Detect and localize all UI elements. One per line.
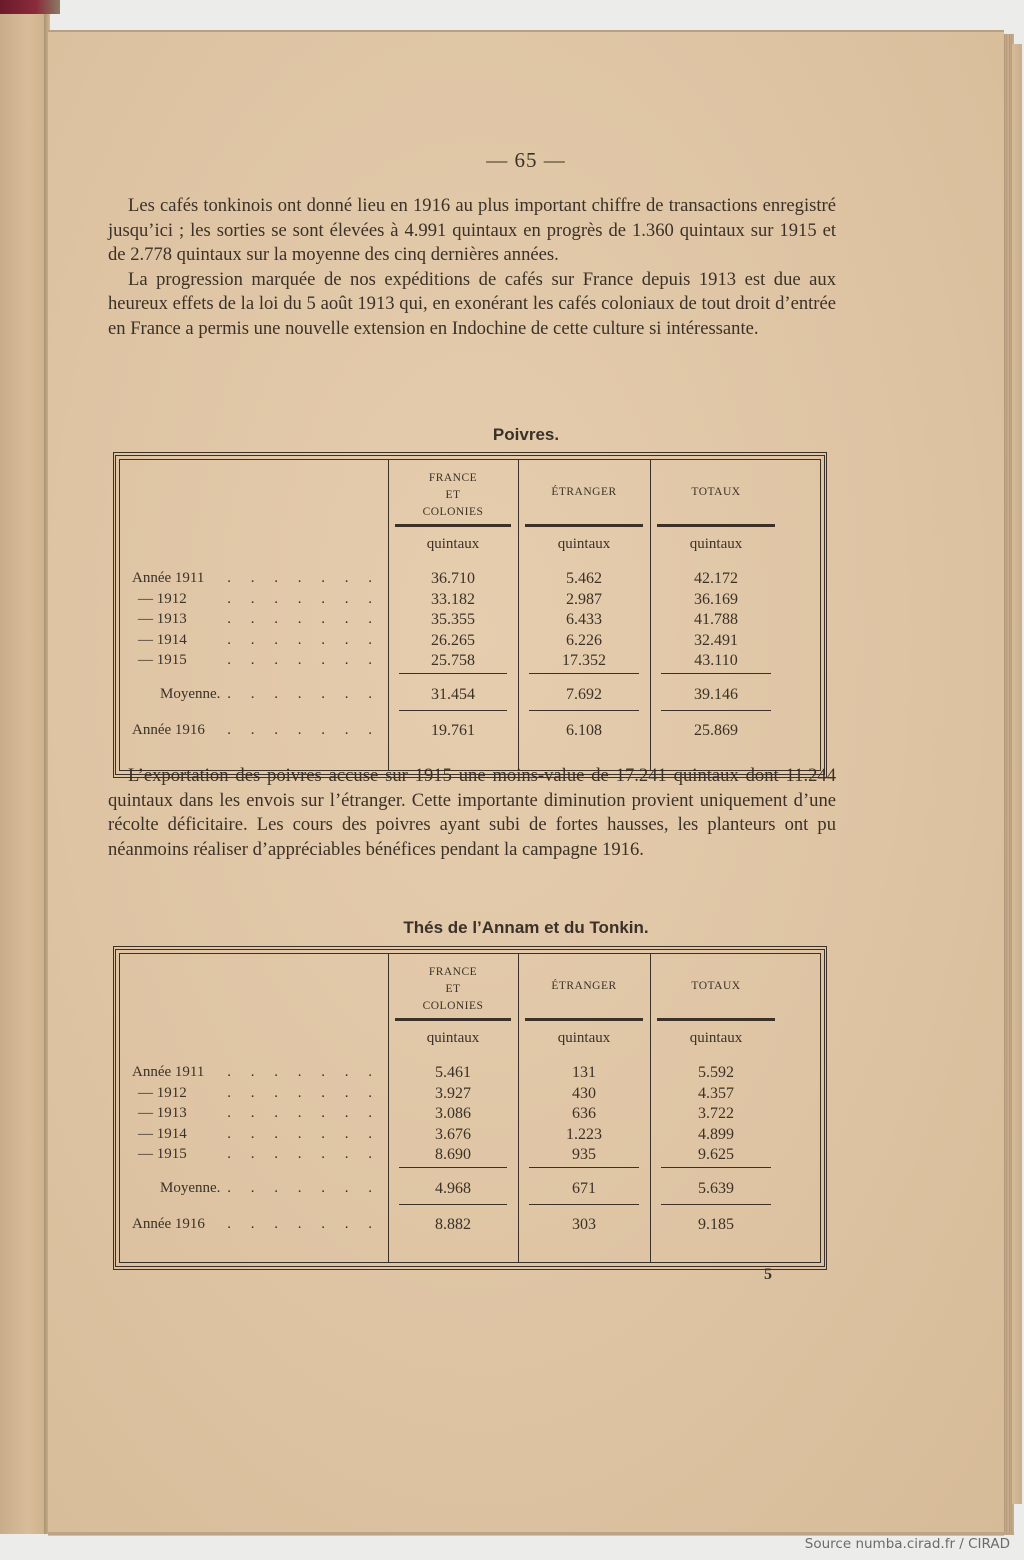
average-cell-etranger: 7.692 [566,686,602,703]
cell-totaux: 42.172 [694,570,738,587]
total-rule [661,1167,771,1168]
cafes-section [108,194,836,342]
total-rule [399,710,507,711]
total-rule [529,710,639,711]
page-number: — 65 — [486,148,566,172]
row-label-text: — 1915 [138,1146,187,1162]
leader-dots: . . . . . . . [227,1105,380,1121]
row-label-text: Année 1916 [132,722,205,738]
unit-label: quintaux [557,536,611,552]
current-cell-totaux: 9.185 [698,1216,734,1233]
facing-page-edge [0,14,48,1534]
total-rule [529,673,639,674]
table-poivres [113,452,827,778]
page-bottom-edge [48,1532,1014,1535]
row-label [120,632,382,649]
source-credit: Source numba.cirad.fr / CIRAD [804,1536,1010,1552]
row-label-text: — 1913 [138,1105,187,1121]
cell-totaux: 4.357 [698,1084,734,1102]
row-label-text: — 1914 [138,1125,187,1142]
leader-dots: . . . . . . . [227,1125,380,1142]
column-totaux [650,954,781,1262]
total-rule [399,1167,507,1168]
total-rule [661,673,771,674]
cell-totaux: 41.788 [694,611,738,628]
current-cell-france: 19.761 [431,722,475,739]
row-label [120,1126,382,1143]
row-label-text: — 1913 [138,611,187,627]
sheet-signature: 5 [764,1266,772,1283]
poivres-section [108,764,836,862]
row-label [120,591,382,608]
page-stack-edges-outer [1012,44,1022,1504]
header-etranger: ÉTRANGER [551,486,617,498]
header-line: FRANCE [428,472,478,484]
leader-dots: . . . . . . . [227,1084,380,1101]
leader-dots: . . . . . . . [227,1216,380,1232]
paragraph-cafes-2: La progression marquée de nos expéditions de cafés sur France depuis 1913 est due aux heureux effets de la loi du 5 août 1913 qui, en exonérant les cafés coloniaux de tout droit d’entrée en France a permis une nouvelle extension en Indochine de cette culture si intéressante. [108,268,836,339]
book-binding [0,0,60,14]
table-inner-frame [119,459,821,771]
header-rule [657,1018,775,1021]
header-line: COLONIES [422,1000,484,1012]
paragraph-cafes-1: Les cafés tonkinois ont donné lieu en 1916 au plus important chiffre de transactions enregistré jusqu’ici ; les sorties se sont élevées à 4.991 quintaux en progrès de 1.360 quintaux sur 1915 et de 2.778 quintaux sur la moyenne des cinq dernières années. [108,195,836,266]
total-rule [661,710,771,711]
row-label [120,1085,382,1102]
book-page [48,30,1004,1536]
unit-label: quintaux [689,1030,743,1046]
unit-label: quintaux [426,536,480,552]
header-rule [395,1018,511,1021]
header-france-colonies [389,964,517,1015]
cell-totaux: 36.169 [694,590,738,608]
cell-totaux: 3.722 [698,1105,734,1122]
header-line: FRANCE [428,966,478,978]
row-label [120,1146,382,1163]
header-etranger: ÉTRANGER [551,980,617,992]
row-label [120,652,382,669]
total-rule [529,1204,639,1205]
cell-etranger: 1.223 [566,1125,602,1143]
leader-dots: . . . . . . . [227,570,380,586]
cell-etranger: 430 [572,1084,596,1102]
header-france-colonies [389,470,517,521]
row-label [120,722,382,739]
row-label [120,570,382,587]
leader-dots: . . . . . . . [227,1064,380,1080]
column-etranger [518,460,649,770]
header-rule [395,524,511,527]
cell-etranger: 17.352 [562,652,606,669]
row-label [120,1216,382,1233]
average-cell-totaux: 5.639 [698,1180,734,1197]
header-line: ET [445,489,461,501]
row-label-text: Année 1916 [132,1216,205,1232]
leader-dots: . . . . . . . [227,631,380,648]
column-totaux [650,460,781,770]
cell-totaux: 43.110 [694,652,738,669]
cell-france: 3.676 [435,1125,471,1143]
table-title-thes: Thés de l’Annam et du Tonkin. [403,918,649,937]
table-title-poivres: Poivres. [492,425,560,444]
column-france-colonies [388,460,517,770]
cell-france: 5.461 [435,1064,471,1081]
column-etranger [518,954,649,1262]
total-rule [661,1204,771,1205]
row-label [120,1064,382,1081]
leader-dots: . . . . . . . [227,1180,380,1196]
leader-dots: . . . . . . . [227,686,380,702]
cell-totaux: 4.899 [698,1125,734,1143]
unit-label: quintaux [557,1030,611,1046]
average-cell-france: 4.968 [435,1180,471,1197]
cell-etranger: 935 [572,1146,596,1163]
row-label-text: — 1914 [138,631,187,648]
cell-france: 26.265 [431,631,475,649]
cell-france: 35.355 [431,611,475,628]
row-label [120,1105,382,1122]
row-label-text: Moyenne. [160,686,221,702]
leader-dots: . . . . . . . [227,1146,380,1162]
header-rule [525,1018,643,1021]
column-france-colonies [388,954,517,1262]
table-thes [113,946,827,1270]
cell-totaux: 5.592 [698,1064,734,1081]
row-label-text: — 1912 [138,1084,187,1101]
current-cell-france: 8.882 [435,1216,471,1233]
paragraph-poivres: L’exportation des poivres accuse sur 1915 une moins-value de 17.241 quintaux dont 11.244 quintaux dans les envois sur l’étranger. Cette importante diminution provient uniquement d’une récolte déficitaire. Les cours des poivres ayant subi de fortes hausses, les planteurs ont pu néanmoins réaliser d’appréciables bénéfices pendant la campagne 1916. [108,765,836,860]
cell-france: 33.182 [431,590,475,608]
leader-dots: . . . . . . . [227,652,380,668]
leader-dots: . . . . . . . [227,611,380,627]
cell-france: 8.690 [435,1146,471,1163]
row-label-text: Moyenne. [160,1180,221,1196]
average-cell-totaux: 39.146 [694,686,738,703]
leader-dots: . . . . . . . [227,722,380,738]
cell-totaux: 9.625 [698,1146,734,1163]
current-cell-totaux: 25.869 [694,722,738,739]
cell-france: 3.086 [435,1105,471,1122]
row-label [120,1180,382,1197]
row-label-text: Année 1911 [132,1064,205,1080]
cell-france: 3.927 [435,1084,471,1102]
total-rule [399,1204,507,1205]
unit-label: quintaux [426,1030,480,1046]
unit-label: quintaux [689,536,743,552]
average-cell-etranger: 671 [572,1180,596,1197]
cell-etranger: 636 [572,1105,596,1122]
row-label-text: — 1915 [138,652,187,668]
cell-france: 36.710 [431,570,475,587]
cell-france: 25.758 [431,652,475,669]
header-line: COLONIES [422,506,484,518]
row-label-text: Année 1911 [132,570,205,586]
current-cell-etranger: 6.108 [566,722,602,739]
cell-etranger: 131 [572,1064,596,1081]
header-rule [657,524,775,527]
header-totaux: TOTAUX [691,980,741,992]
leader-dots: . . . . . . . [227,590,380,607]
row-label-text: — 1912 [138,590,187,607]
total-rule [529,1167,639,1168]
cell-etranger: 2.987 [566,590,602,608]
header-line: ET [445,983,461,995]
average-cell-france: 31.454 [431,686,475,703]
header-rule [525,524,643,527]
total-rule [399,673,507,674]
cell-etranger: 6.226 [566,631,602,649]
header-totaux: TOTAUX [691,486,741,498]
row-label [120,686,382,703]
current-cell-etranger: 303 [572,1216,596,1233]
cell-etranger: 6.433 [566,611,602,628]
row-label [120,611,382,628]
cell-totaux: 32.491 [694,631,738,649]
cell-etranger: 5.462 [566,570,602,587]
table-inner-frame [119,953,821,1263]
